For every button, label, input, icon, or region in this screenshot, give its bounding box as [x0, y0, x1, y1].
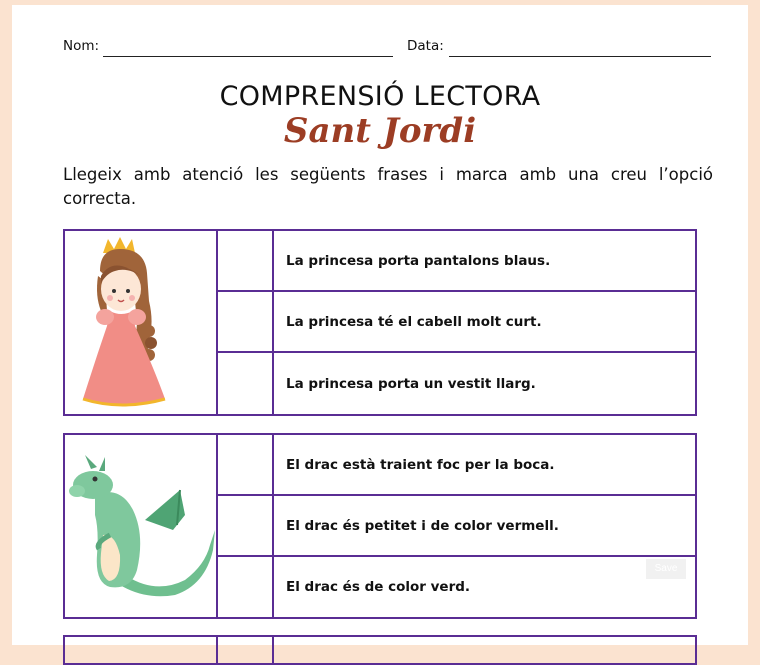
statement-row	[274, 557, 695, 617]
row-divider	[216, 290, 274, 292]
row-divider	[216, 351, 274, 353]
save-button[interactable]: Save	[646, 559, 686, 579]
date-label: Data:	[407, 38, 444, 54]
worksheet-page	[12, 5, 748, 645]
name-line	[103, 56, 393, 57]
question-table-dragon	[63, 433, 697, 619]
answer-column	[216, 637, 274, 663]
statement-row	[274, 353, 695, 414]
question-table-partial	[63, 635, 697, 665]
statement-text: La princesa té el cabell molt curt.	[286, 313, 542, 330]
row-divider	[216, 494, 274, 496]
page-title: COMPRENSIÓ LECTORA	[219, 81, 541, 112]
row-divider	[216, 555, 274, 557]
instructions-text: Llegeix amb atenció les següents frases i marca amb una creu l’opció correcta.	[63, 165, 713, 208]
statement-text: El drac és de color verd.	[286, 579, 471, 595]
princess-illustration	[65, 231, 216, 414]
image-cell	[65, 435, 218, 617]
statement-row	[274, 292, 695, 353]
statement-text: El drac està traient foc per la boca.	[286, 456, 555, 473]
answer-column	[216, 231, 274, 414]
answer-column	[216, 435, 274, 617]
dragon-illustration	[65, 435, 216, 617]
question-table-princess	[63, 229, 697, 416]
statement-row	[274, 231, 695, 292]
image-cell	[65, 231, 218, 414]
statement-row	[274, 435, 695, 496]
page-subtitle: Sant Jordi	[283, 111, 477, 151]
statement-text: La princesa porta un vestit llarg.	[286, 375, 536, 392]
date-line	[449, 56, 711, 57]
image-cell	[65, 637, 218, 663]
statement-text: La princesa porta pantalons blaus.	[286, 252, 551, 269]
name-label: Nom:	[63, 38, 100, 54]
statement-row	[274, 496, 695, 557]
statement-text: El drac és petitet i de color vermell.	[286, 517, 559, 534]
